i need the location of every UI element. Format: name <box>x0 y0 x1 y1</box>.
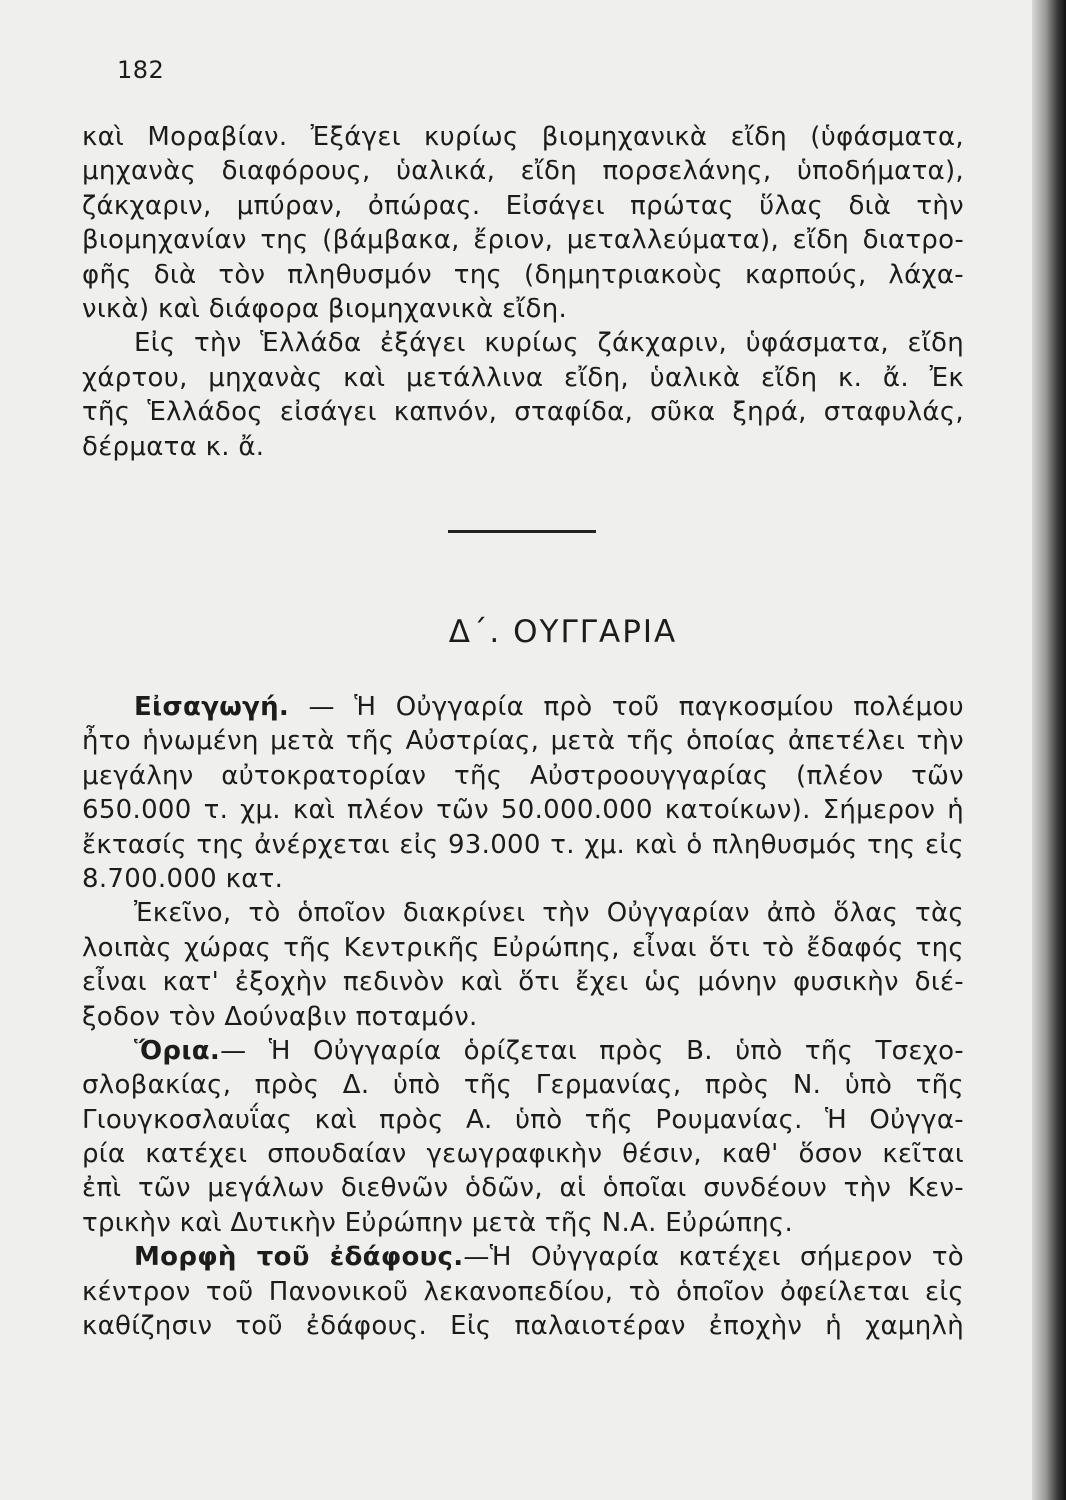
borders-heading: Ὅρια. <box>134 1035 221 1066</box>
text-line: μεγάλην αὐτοκρατορίαν τῆς Αὐστροουγγαρίας (πλέον τῶν <box>82 760 964 791</box>
text-line: ρία κατέχει σπουδαίαν γεωγραφικὴν θέσιν, καθ' ὅσον κεῖται <box>82 1139 964 1170</box>
intro-paragraph <box>82 120 964 464</box>
relief-heading: Μορφὴ τοῦ ἐδάφους. <box>134 1242 464 1273</box>
page-number: 182 <box>117 56 165 84</box>
text-line: ζάκχαριν, μπύραν, ὀπώρας. Εἰσάγει πρώτας ὕλας διὰ τὴν <box>82 190 964 221</box>
text-line: Γιουγκοσλαυΐας καὶ πρὸς Α. ὑπὸ τῆς Ρουμανίας. Ἡ Οὐγγα- <box>82 1104 964 1135</box>
text-line: σλοβακίας, πρὸς Δ. ὑπὸ τῆς Γερμανίας, πρὸς Ν. ὑπὸ τῆς <box>82 1070 964 1101</box>
text-line: χάρτου, μηχανὰς καὶ μετάλλινα εἴδη, ὑαλικὰ εἴδη κ. ἄ. Ἐκ <box>82 362 964 393</box>
intro-first-line <box>82 690 964 724</box>
text-line: Ἐκεῖνο, τὸ ὁποῖον διακρίνει τὴν Οὐγγαρίαν ἀπὸ ὅλας τὰς <box>134 898 964 929</box>
borders-first-line <box>82 1034 964 1068</box>
text-line: κέντρον τοῦ Πανονικοῦ λεκανοπεδίου, τὸ ὁποῖον ὀφείλεται εἰς <box>82 1276 964 1307</box>
text-line: φῆς διὰ τὸν πληθυσμόν της (δημητριακοὺς καρπούς, λάχα- <box>82 259 964 290</box>
text-line: ἐπὶ τῶν μεγάλων διεθνῶν ὁδῶν, αἱ ὁποῖαι συνδέουν τὴν Κεν- <box>82 1173 964 1204</box>
text-line: καὶ Μοραβίαν. Ἐξάγει κυρίως βιομηχανικὰ εἴδη (ὑφάσματα, <box>82 122 964 152</box>
text-line: 8.700.000 κατ. <box>82 863 284 894</box>
text-line: βιομηχανίαν της (βάμβακα, ἔριον, μεταλλεύματα), εἴδη διατρο- <box>82 225 964 256</box>
intro-first-line-text: — Ἡ Οὐγγαρία πρὸ τοῦ παγκοσμίου πολέμου <box>289 692 964 722</box>
text-line: νικὰ) καὶ διάφορα βιομηχανικὰ εἴδη. <box>82 293 568 324</box>
relief-first-line-text: —Ἡ Οὐγγαρία κατέχει σήμερον τὸ <box>463 1242 964 1273</box>
text-line: εἶναι κατ' ἐξοχὴν πεδινὸν καὶ ὅτι ἔχει ὡς μόνην φυσικὴν διέ- <box>82 967 964 998</box>
relief-first-line <box>82 1240 964 1274</box>
text-line: ἔκτασίς της ἀνέρχεται εἰς 93.000 τ. χμ. καὶ ὁ πληθυσμός της εἰς <box>82 829 964 860</box>
page-edge-shadow <box>1032 0 1066 1500</box>
text-line: τρικὴν καὶ Δυτικὴν Εὐρώπην μετὰ τῆς Ν.Α. Εὐρώπης. <box>82 1207 794 1238</box>
hungary-section-body <box>82 690 964 1343</box>
text-line: 650.000 τ. χμ. καὶ πλέον τῶν 50.000.000 κατοίκων). Σήμερον ἡ <box>82 795 964 826</box>
text-line: τῆς Ἑλλάδος εἰσάγει καπνόν, σταφίδα, σῦκα ξηρά, σταφυλάς, <box>82 397 964 428</box>
text-line: μηχανὰς διαφόρους, ὑαλικά, εἴδη πορσελάνης, ὑποδήματα), <box>82 156 964 187</box>
text-line: ἦτο ἡνωμένη μετὰ τῆς Αὐστρίας, μετὰ τῆς ὁποίας ἀπετέλει τὴν <box>82 726 964 757</box>
section-divider <box>448 530 596 533</box>
intro-heading: Εἰσαγωγή. <box>134 692 290 722</box>
text-line: καθίζησιν τοῦ ἐδάφους. Εἰς παλαιοτέραν ἐποχὴν ἡ χαμηλὴ <box>82 1311 964 1342</box>
borders-first-line-text: — Ἡ Οὐγγαρία ὁρίζεται πρὸς Β. ὑπὸ τῆς Τσεχο- <box>220 1035 964 1066</box>
text-line: Εἰς τὴν Ἑλλάδα ἐξάγει κυρίως ζάκχαριν, ὑφάσματα, εἴδη <box>134 328 964 359</box>
section-title: Δ΄. ΟΥΓΓΑΡΙΑ <box>448 614 678 650</box>
text-line: δέρματα κ. ἄ. <box>82 431 265 462</box>
text-line: λοιπὰς χώρας τῆς Κεντρικῆς Εὐρώπης, εἶναι ὅτι τὸ ἔδαφός της <box>82 932 964 963</box>
text-line: ξοδον τὸν Δούναβιν ποταμόν. <box>82 1001 478 1032</box>
